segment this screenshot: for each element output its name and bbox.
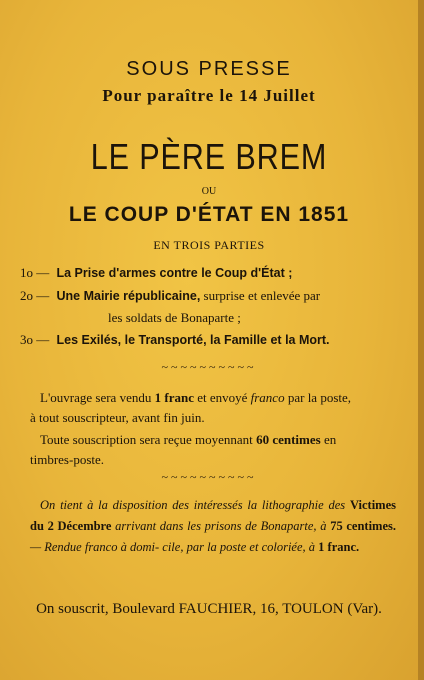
text-span: franco — [250, 390, 285, 405]
lithographie-paragraph — [30, 495, 396, 558]
part-detail-cont: les soldats de Bonaparte ; — [108, 310, 241, 325]
part-number: 1o — — [20, 265, 50, 280]
subtitle: LE COUP D'ÉTAT EN 1851 — [68, 203, 350, 226]
text-span: On tient à la disposition des intéressés la lithographie des — [40, 498, 346, 512]
trois-parties: EN TROIS PARTIES — [153, 238, 265, 252]
ou-label: OU — [201, 186, 217, 197]
part-1 — [20, 262, 400, 284]
part-2 — [20, 285, 400, 328]
parution-date: Pour paraître le 14 Juillet — [102, 86, 316, 105]
part-title: Les Exilés, le Transporté, la Famille et la Mort. — [56, 333, 330, 347]
text-span: Victimes du 2 Décembre — [30, 498, 396, 533]
text-span: Toute souscription sera reçue moyennant — [40, 432, 253, 447]
text-line: à tout souscripteur, avant fin juin. — [30, 410, 205, 425]
price: 75 centimes. — [330, 519, 397, 533]
text-span: arrivant dans les prisons — [115, 519, 242, 533]
part-detail: surprise et enlevée par — [203, 288, 321, 303]
main-title: LE PÈRE BREM — [90, 136, 328, 177]
text-span: et envoyé — [197, 390, 248, 405]
part-title: La Prise d'armes contre le Coup d'État ; — [56, 266, 293, 280]
part-number: 3o — — [20, 332, 50, 347]
part-3 — [20, 329, 400, 351]
text-line: timbres-poste. — [30, 452, 105, 467]
price: 60 centimes — [256, 432, 321, 447]
part-title: Une Mairie républicaine, — [56, 289, 201, 303]
sous-presse: SOUS PRESSE — [126, 58, 292, 80]
text-span: — Rendue franco à domi- — [30, 540, 160, 554]
text-span: cile, par la poste et coloriée, à — [162, 540, 316, 554]
separator: ~~~~~~~~~~ — [161, 360, 257, 374]
text-span: par la poste, — [287, 390, 352, 405]
part-number: 2o — — [20, 288, 50, 303]
price: 1 franc. — [318, 540, 360, 554]
parts-list — [20, 262, 400, 352]
address-line: On souscrit, Boulevard FAUCHIER, 16, TOULON (Var). — [36, 601, 382, 617]
price: 1 franc — [154, 390, 194, 405]
text-span: L'ouvrage sera vendu — [40, 390, 152, 405]
text-span: en — [323, 432, 337, 447]
separator: ~~~~~~~~~~ — [161, 470, 257, 484]
text-span: de Bonaparte, à — [245, 519, 327, 533]
ouvrage-paragraph — [30, 388, 398, 428]
souscription-paragraph — [30, 430, 398, 470]
